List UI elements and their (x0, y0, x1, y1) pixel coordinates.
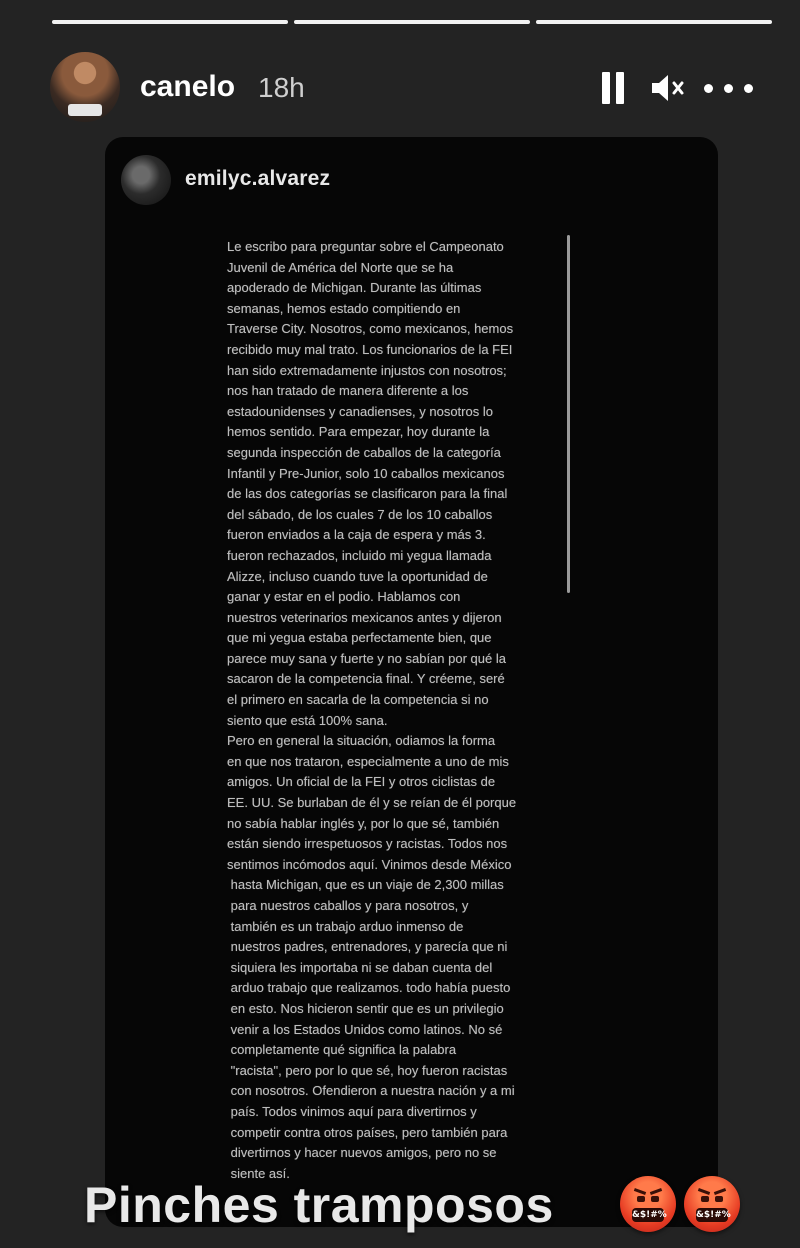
progress-segment (52, 20, 288, 24)
story-header (50, 52, 760, 124)
emoji-text: &$!#% (632, 1210, 667, 1220)
avatar[interactable] (50, 52, 120, 122)
story-progress (52, 20, 772, 24)
post-message-text: Le escribo para preguntar sobre el Campeonato Juvenil de América del Norte que se ha apoderado de Michigan. Durante las últimas semanas, hemos estado compitiendo en Traverse City. Nosotros, como mexicanos, hemos recibido muy mal trato. Los funcionarios de la FEI han sido extremadamente injustos con nosotros; nos han tratado de manera diferente a los estadounidenses y canadienses, y nosotros lo hemos sentido. Para empezar, hoy durante la segunda inspección de caballos de la categoría Infantil y Pre-Junior, solo 10 caballos mexicanos de las dos categorías se clasificaron para la final del sábado, de los cuales 7 de los 10 caballos fueron enviados a la caja de espera y más 3. fueron rechazados, incluido mi yegua llamada Alizze, incluso cuando tuve la oportunidad de ganar y estar en el podio. Hablamos con nuestros veterinarios mexicanos antes y dijeron que mi yegua estaba perfectamente bien, que parece muy sana y fuerte y no sabían por qué la sacaron de la competencia final. Y créeme, seré el primero en sacarla de la competencia si no siento que está 100% sana. Pero en general la situación, odiamos la forma en que nos trataron, especialmente a uno de mis amigos. Un oficial de la FEI y otros ciclistas de EE. UU. Se burlaban de él y se reían de él porque no sabía hablar inglés y, por lo que sé, también están siendo irrespetuosos y racistas. Todos nos sentimos incómodos aquí. Vinimos desde México hasta Michigan, que es un viaje de 2,300 millas para nuestros caballos y para nosotros, y también es un trabajo arduo inmenso de nuestros padres, entrenadores, y parecía que ni siquiera les importaba ni se daban cuenta del arduo trabajo que realizamos. todo había puesto en esto. Nos hicieron sentir que es un privilegio venir a los Estados Unidos como latinos. No sé completamente qué significa la palabra "racista", pero por lo que sé, hoy fueron racistas con nosotros. Ofendieron a nuestra nación y a mi país. Todos vinimos aquí para divertirnos y competir contra otros países, pero también para divertirnos y hacer nuevos amigos, pero no se siente así. (227, 239, 517, 1181)
story-username[interactable]: canelo (140, 70, 236, 103)
progress-segment (294, 20, 530, 24)
more-options-icon[interactable] (704, 84, 756, 94)
reshared-post-card[interactable] (105, 137, 718, 1227)
story-time: 18h (258, 72, 305, 103)
progress-segment (536, 20, 772, 24)
cursing-face-emoji (620, 1176, 676, 1232)
story-caption: Pinches tramposos (84, 1177, 554, 1233)
cursing-face-emoji (684, 1176, 740, 1232)
emoji-text: &$!#% (696, 1210, 731, 1220)
post-username[interactable]: emilyc.alvarez (185, 167, 331, 190)
pause-icon[interactable] (602, 72, 626, 104)
avatar[interactable] (121, 155, 171, 205)
scrollbar[interactable] (567, 235, 570, 593)
mute-icon[interactable] (650, 72, 686, 104)
